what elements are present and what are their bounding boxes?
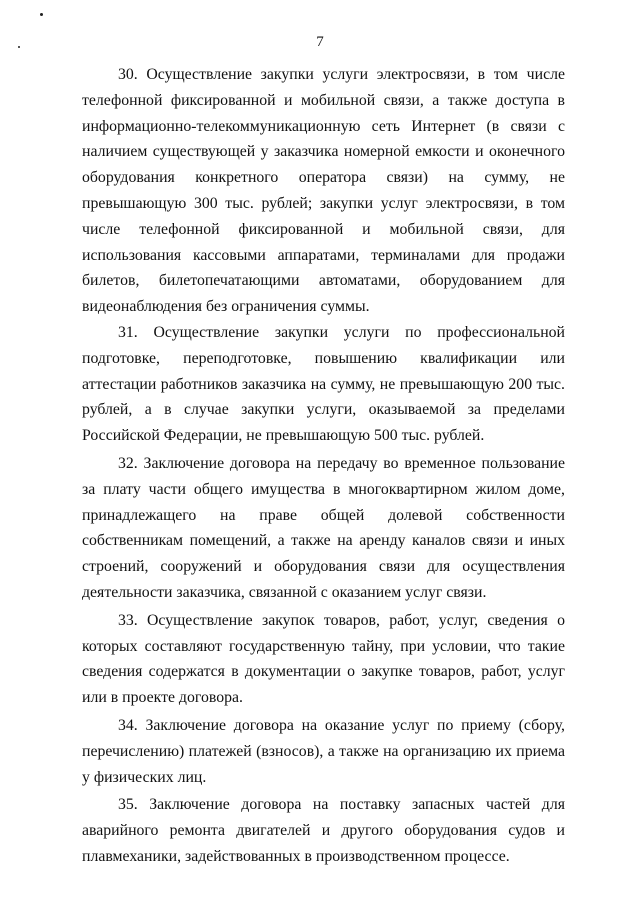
paragraph-32: 32. Заключение договора на передачу во временное пользование за плату части общего имущества в многоквартирном жилом доме, принадлежащего на праве общей долевой собственности собственникам помещений, а также на аренду каналов связи и иных строений, сооружений и оборудования связи для осуществления деятельности заказчика, связанной с оказанием услуг связи.: [82, 454, 565, 601]
paragraph-33: 33. Осуществление закупок товаров, работ, услуг, сведения о которых составляют государственную тайну, при условии, что такие сведения содержатся в документации о закупке товаров, работ, услуг или в проекте договора.: [82, 611, 565, 707]
paragraph-31: 31. Осуществление закупки услуги по профессиональной подготовке, переподготовке, повышению квалификации или аттестации работников заказчика на сумму, не превышающую 200 тыс. рублей, а в случае закупки услуги, оказываемой за пределами Российской Федерации, не превышающую 500 тыс. рублей.: [82, 323, 565, 445]
scan-speck: [40, 13, 43, 16]
paragraph-35: 35. Заключение договора на поставку запасных частей для аварийного ремонта двигателей и другого оборудования судов и плавмеханики, задействованных в производственном процессе.: [82, 796, 565, 865]
paragraph-30: 30. Осуществление закупки услуги электросвязи, в том числе телефонной фиксированной и мобильной связи, а также доступа в информационно-телекоммуникационную сеть Интернет (в связи с наличием существующей у заказчика номерной емкости и оконечного оборудования конкретного оператора связи) на сумму, не превышающую 300 тыс. рублей; закупки услуг электросвязи, в том числе телефонной фиксированной и мобильной связи, для использования кассовыми аппаратами, терминалами для продажи билетов, билетопечатающими автоматами, оборудованием для видеонаблюдения без ограничения суммы.: [82, 66, 565, 316]
paragraph-34: 34. Заключение договора на оказание услуг по приему (сбору, перечислению) платежей (взносов), а также на организацию их приема у физических лиц.: [82, 716, 565, 786]
page-number: 7: [316, 34, 324, 50]
document-body: [82, 62, 565, 870]
